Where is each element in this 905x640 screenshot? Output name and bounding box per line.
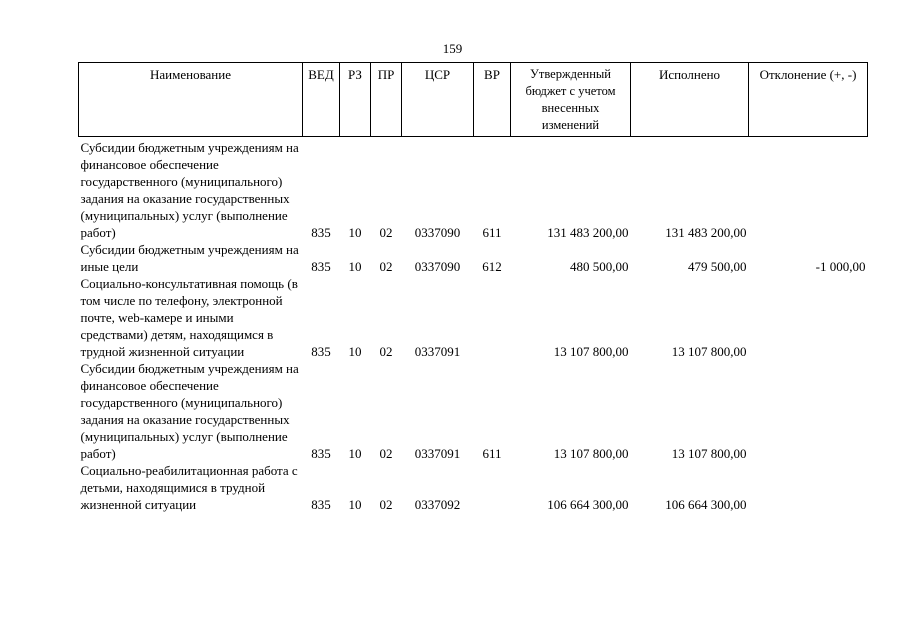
- row-csr: 0337090: [414, 225, 461, 240]
- row-csr: 0337090: [414, 259, 461, 274]
- row-executed: 13 107 800,00: [671, 446, 747, 461]
- row-ved: 835: [311, 344, 331, 359]
- row-deviation: [749, 360, 868, 462]
- row-ved: 835: [311, 446, 331, 461]
- row-deviation: [749, 462, 868, 513]
- header-rz: РЗ: [340, 63, 371, 137]
- table-header: [79, 63, 868, 137]
- row-vr: 611: [482, 446, 502, 461]
- row-vr: 612: [482, 259, 502, 274]
- row-vr: 611: [482, 225, 502, 240]
- row-name: Субсидии бюджетным учреждениям на иные цели: [80, 242, 299, 274]
- row-name: Субсидии бюджетным учреждениям на финансовое обеспечение государственного (муниципального) задания на оказание государственных (муниципальных) услуг (выполнение работ): [80, 361, 299, 461]
- header-pr: ПР: [371, 63, 402, 137]
- row-executed: 131 483 200,00: [665, 225, 747, 240]
- row-ved: 835: [311, 225, 331, 240]
- header-vr: ВР: [474, 63, 511, 137]
- row-executed: 106 664 300,00: [665, 497, 747, 512]
- header-name: Наименование: [79, 63, 303, 137]
- row-approved: 13 107 800,00: [553, 344, 629, 359]
- row-executed: 13 107 800,00: [671, 344, 747, 359]
- row-executed: 479 500,00: [688, 259, 747, 274]
- row-ved: 835: [311, 259, 331, 274]
- row-vr: [474, 462, 511, 513]
- row-rz: 10: [348, 344, 362, 359]
- row-deviation: -1 000,00: [815, 259, 866, 274]
- row-pr: 02: [379, 259, 393, 274]
- row-rz: 10: [348, 225, 362, 240]
- row-pr: 02: [379, 225, 393, 240]
- header-csr: ЦСР: [402, 63, 474, 137]
- header-ved: ВЕД: [303, 63, 340, 137]
- table-row: [79, 275, 868, 360]
- row-approved: 106 664 300,00: [547, 497, 629, 512]
- header-approved-budget: Утвержденный бюджет с учетом внесенных изменений: [511, 63, 631, 137]
- table-row: [79, 137, 868, 242]
- table-body: [79, 137, 868, 514]
- row-pr: 02: [379, 344, 393, 359]
- row-pr: 02: [379, 497, 393, 512]
- table-row: [79, 462, 868, 513]
- row-vr: [474, 275, 511, 360]
- page-number: 159: [442, 41, 463, 56]
- row-approved: 131 483 200,00: [547, 225, 629, 240]
- row-ved: 835: [311, 497, 331, 512]
- row-rz: 10: [348, 446, 362, 461]
- header-deviation: Отклонение (+, -): [749, 63, 868, 137]
- table-row: [79, 360, 868, 462]
- row-approved: 13 107 800,00: [553, 446, 629, 461]
- row-csr: 0337091: [414, 344, 461, 359]
- row-name: Социально-консультативная помощь (в том числе по телефону, электронной почте, web-камере и иными средствами) детям, находящимся в трудной жизненной ситуации: [80, 276, 298, 359]
- budget-execution-table: [78, 62, 868, 513]
- row-approved: 480 500,00: [570, 259, 629, 274]
- row-rz: 10: [348, 497, 362, 512]
- table-row: [79, 241, 868, 275]
- row-name: Социально-реабилитационная работа с детьми, находящимися в трудной жизненной ситуации: [80, 463, 298, 512]
- header-executed: Исполнено: [631, 63, 749, 137]
- row-name: Субсидии бюджетным учреждениям на финансовое обеспечение государственного (муниципального) задания на оказание государственных (муниципальных) услуг (выполнение работ): [80, 140, 299, 240]
- row-deviation: [749, 137, 868, 242]
- row-pr: 02: [379, 446, 393, 461]
- row-deviation: [749, 275, 868, 360]
- row-csr: 0337092: [414, 497, 461, 512]
- row-csr: 0337091: [414, 446, 461, 461]
- row-rz: 10: [348, 259, 362, 274]
